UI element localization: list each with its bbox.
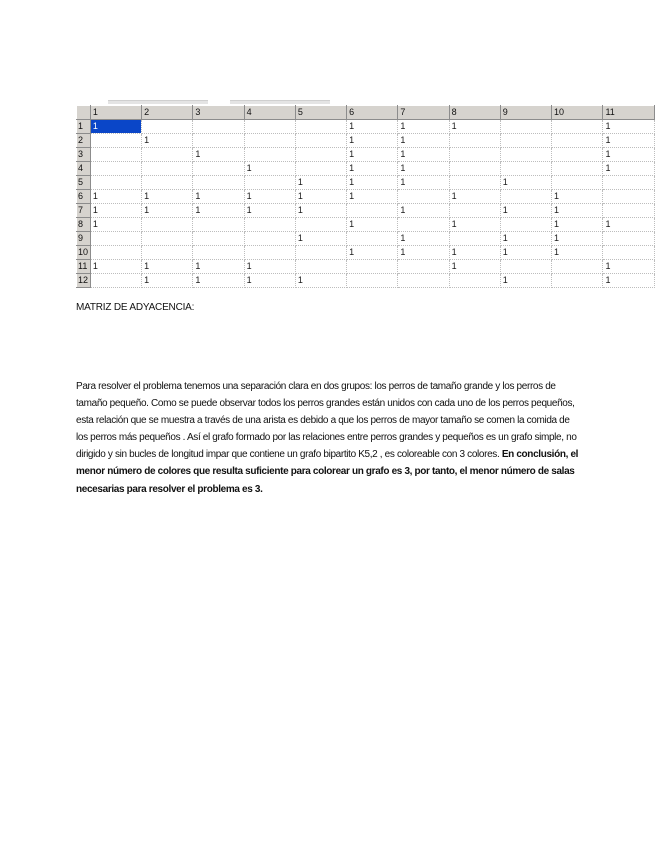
matrix-cell[interactable]: [398, 274, 449, 288]
matrix-cell[interactable]: [552, 120, 603, 134]
matrix-cell[interactable]: 1: [603, 274, 655, 288]
matrix-cell[interactable]: 1: [500, 204, 551, 218]
row-header[interactable]: 4: [77, 162, 91, 176]
matrix-cell[interactable]: 1: [295, 232, 346, 246]
matrix-cell[interactable]: [449, 204, 500, 218]
matrix-cell[interactable]: [347, 204, 398, 218]
matrix-cell[interactable]: 1: [142, 204, 193, 218]
matrix-cell[interactable]: [90, 274, 141, 288]
matrix-cell[interactable]: 1: [295, 190, 346, 204]
matrix-cell[interactable]: [295, 120, 346, 134]
matrix-cell[interactable]: 1: [398, 148, 449, 162]
table-row: [77, 190, 655, 204]
matrix-cell[interactable]: [398, 190, 449, 204]
matrix-cell[interactable]: [193, 232, 244, 246]
matrix-cell[interactable]: 1: [449, 218, 500, 232]
row-header[interactable]: 2: [77, 134, 91, 148]
matrix-cell[interactable]: 1: [347, 120, 398, 134]
row-header[interactable]: 6: [77, 190, 91, 204]
conclusion-paragraph: [76, 378, 581, 498]
matrix-cell[interactable]: 1: [347, 162, 398, 176]
matrix-cell[interactable]: 1: [193, 190, 244, 204]
matrix-cell[interactable]: [142, 232, 193, 246]
matrix-cell[interactable]: 1: [347, 246, 398, 260]
matrix-cell[interactable]: 1: [398, 232, 449, 246]
table-row: [77, 120, 655, 134]
matrix-cell[interactable]: [449, 162, 500, 176]
matrix-cell[interactable]: [90, 232, 141, 246]
row-header[interactable]: 10: [77, 246, 91, 260]
matrix-cell[interactable]: [244, 148, 295, 162]
matrix-cell[interactable]: 1: [142, 190, 193, 204]
matrix-cell[interactable]: [295, 246, 346, 260]
matrix-cell[interactable]: 1: [347, 190, 398, 204]
matrix-cell[interactable]: 1: [398, 176, 449, 190]
matrix-cell[interactable]: [90, 162, 141, 176]
table-row: [77, 274, 655, 288]
matrix-cell[interactable]: [347, 274, 398, 288]
matrix-cell[interactable]: [295, 134, 346, 148]
matrix-cell[interactable]: [347, 260, 398, 274]
matrix-cell[interactable]: 1: [398, 246, 449, 260]
matrix-cell[interactable]: [552, 274, 603, 288]
matrix-cell[interactable]: 1: [244, 162, 295, 176]
matrix-cell[interactable]: [500, 260, 551, 274]
matrix-cell[interactable]: [244, 134, 295, 148]
table-row: [77, 148, 655, 162]
matrix-cell[interactable]: [142, 120, 193, 134]
matrix-cell[interactable]: 1: [347, 148, 398, 162]
matrix-cell[interactable]: [449, 232, 500, 246]
matrix-cell[interactable]: 1: [449, 246, 500, 260]
row-header[interactable]: 9: [77, 232, 91, 246]
matrix-cell[interactable]: 1: [90, 204, 141, 218]
select-all-corner[interactable]: [77, 106, 91, 120]
matrix-cell[interactable]: [500, 120, 551, 134]
matrix-cell[interactable]: [603, 232, 655, 246]
table-row: [77, 232, 655, 246]
matrix-cell[interactable]: 1: [244, 190, 295, 204]
matrix-cell[interactable]: [449, 274, 500, 288]
table-row: [77, 204, 655, 218]
matrix-cell[interactable]: [142, 162, 193, 176]
matrix-cell[interactable]: [552, 176, 603, 190]
row-header[interactable]: 11: [77, 260, 91, 274]
matrix-cell[interactable]: 1: [603, 134, 655, 148]
matrix-cell[interactable]: 1: [244, 274, 295, 288]
column-header[interactable]: 5: [295, 106, 346, 120]
matrix-cell[interactable]: 1: [449, 190, 500, 204]
sheet-tab-strip: [76, 100, 655, 104]
column-header[interactable]: 6: [347, 106, 398, 120]
sheet-tab[interactable]: [108, 100, 208, 104]
matrix-cell[interactable]: 1: [193, 274, 244, 288]
row-header[interactable]: 3: [77, 148, 91, 162]
matrix-cell[interactable]: [552, 162, 603, 176]
sheet-tab[interactable]: [230, 100, 330, 104]
matrix-cell[interactable]: [193, 134, 244, 148]
matrix-cell[interactable]: 1: [398, 204, 449, 218]
table-row: [77, 134, 655, 148]
matrix-cell[interactable]: 1: [552, 246, 603, 260]
matrix-cell[interactable]: [244, 120, 295, 134]
matrix-cell[interactable]: 1: [90, 190, 141, 204]
matrix-cell[interactable]: 1: [193, 260, 244, 274]
column-header[interactable]: 10: [552, 106, 603, 120]
matrix-cell[interactable]: 1: [347, 218, 398, 232]
matrix-cell[interactable]: [500, 162, 551, 176]
adjacency-matrix-table: [76, 105, 655, 288]
matrix-cell[interactable]: 1: [552, 232, 603, 246]
column-header[interactable]: 11: [603, 106, 655, 120]
paragraph-conclusion: En conclusión, el menor número de colores que resulta suficiente para colorear un grafo es 3, por tanto, el menor número de salas necesarias para resolver el problema es 3.: [76, 449, 579, 495]
matrix-cell[interactable]: [603, 190, 655, 204]
matrix-cell[interactable]: [552, 134, 603, 148]
matrix-cell[interactable]: [500, 134, 551, 148]
table-row: [77, 218, 655, 232]
matrix-cell[interactable]: [500, 148, 551, 162]
matrix-cell[interactable]: 1: [603, 148, 655, 162]
matrix-cell[interactable]: 1: [603, 218, 655, 232]
matrix-cell[interactable]: [90, 176, 141, 190]
matrix-cell[interactable]: 1: [500, 232, 551, 246]
column-header[interactable]: 2: [142, 106, 193, 120]
table-row: [77, 260, 655, 274]
matrix-cell[interactable]: 1: [500, 274, 551, 288]
row-header[interactable]: 1: [77, 120, 91, 134]
matrix-cell[interactable]: [295, 162, 346, 176]
column-header[interactable]: 9: [500, 106, 551, 120]
table-row: [77, 246, 655, 260]
matrix-cell[interactable]: [398, 218, 449, 232]
matrix-cell[interactable]: 1: [552, 190, 603, 204]
paragraph-body: Para resolver el problema tenemos una separación clara en dos grupos: los perros de tamaño grande y los perros de tamaño pequeño. Como se puede observar todos los perros grandes están unidos con cada uno de los perros pequeños, esta relación que se muestra a través de una arista es debido a que los perros de mayor tamaño se comen la comida de los perros más pequeños . Así el grafo formado por las relaciones entre perros grandes y pequeños es un grafo simple, no dirigido y sin bucles de longitud impar que contiene un grafo bipartito K5,2 , es coloreable con 3 colores.: [76, 381, 577, 461]
matrix-cell[interactable]: [500, 190, 551, 204]
matrix-cell[interactable]: [295, 148, 346, 162]
matrix-cell[interactable]: 1: [347, 134, 398, 148]
matrix-cell[interactable]: [449, 148, 500, 162]
matrix-cell[interactable]: 1: [449, 120, 500, 134]
row-header[interactable]: 12: [77, 274, 91, 288]
matrix-cell[interactable]: [552, 148, 603, 162]
matrix-cell[interactable]: [347, 232, 398, 246]
matrix-cell[interactable]: 1: [90, 218, 141, 232]
row-header[interactable]: 7: [77, 204, 91, 218]
column-header-row: [77, 106, 655, 120]
matrix-cell[interactable]: 1: [90, 260, 141, 274]
matrix-cell[interactable]: [142, 218, 193, 232]
matrix-cell[interactable]: [244, 232, 295, 246]
matrix-cell[interactable]: 1: [142, 134, 193, 148]
matrix-cell[interactable]: [449, 176, 500, 190]
matrix-cell[interactable]: [449, 134, 500, 148]
matrix-cell[interactable]: [500, 218, 551, 232]
column-header[interactable]: 4: [244, 106, 295, 120]
matrix-cell[interactable]: [193, 120, 244, 134]
matrix-cell[interactable]: 1: [603, 162, 655, 176]
matrix-cell[interactable]: 1: [142, 260, 193, 274]
matrix-cell[interactable]: 1: [449, 260, 500, 274]
matrix-cell[interactable]: [193, 246, 244, 260]
matrix-cell[interactable]: [295, 260, 346, 274]
matrix-cell[interactable]: 1: [295, 176, 346, 190]
column-header[interactable]: 7: [398, 106, 449, 120]
matrix-cell[interactable]: [244, 218, 295, 232]
matrix-cell[interactable]: [603, 176, 655, 190]
matrix-cell[interactable]: 1: [398, 134, 449, 148]
matrix-cell[interactable]: [193, 176, 244, 190]
matrix-cell[interactable]: [193, 162, 244, 176]
matrix-cell[interactable]: [244, 246, 295, 260]
matrix-cell[interactable]: 1: [90, 120, 141, 134]
matrix-cell[interactable]: 1: [142, 274, 193, 288]
column-header[interactable]: 1: [90, 106, 141, 120]
column-header[interactable]: 3: [193, 106, 244, 120]
matrix-cell[interactable]: [295, 218, 346, 232]
matrix-cell[interactable]: 1: [295, 274, 346, 288]
matrix-cell[interactable]: [552, 260, 603, 274]
matrix-cell[interactable]: 1: [603, 260, 655, 274]
matrix-cell[interactable]: 1: [193, 204, 244, 218]
matrix-cell[interactable]: [90, 134, 141, 148]
table-row: [77, 162, 655, 176]
matrix-cell[interactable]: [142, 246, 193, 260]
matrix-cell[interactable]: [193, 218, 244, 232]
matrix-cell[interactable]: 1: [398, 120, 449, 134]
matrix-cell[interactable]: 1: [500, 176, 551, 190]
matrix-cell[interactable]: 1: [552, 204, 603, 218]
matrix-cell[interactable]: 1: [244, 204, 295, 218]
table-row: [77, 176, 655, 190]
matrix-cell[interactable]: [142, 148, 193, 162]
matrix-cell[interactable]: [398, 260, 449, 274]
matrix-cell[interactable]: [603, 246, 655, 260]
matrix-cell[interactable]: [603, 204, 655, 218]
matrix-cell[interactable]: [244, 176, 295, 190]
matrix-cell[interactable]: 1: [347, 176, 398, 190]
matrix-cell[interactable]: 1: [398, 162, 449, 176]
matrix-cell[interactable]: 1: [295, 204, 346, 218]
matrix-cell[interactable]: 1: [500, 246, 551, 260]
row-header[interactable]: 8: [77, 218, 91, 232]
column-header[interactable]: 8: [449, 106, 500, 120]
spreadsheet-grid: [76, 105, 655, 297]
matrix-caption: MATRIZ DE ADYACENCIA:: [76, 302, 195, 313]
matrix-cell[interactable]: 1: [603, 120, 655, 134]
matrix-cell[interactable]: [142, 176, 193, 190]
matrix-cell[interactable]: 1: [552, 218, 603, 232]
matrix-cell[interactable]: [90, 246, 141, 260]
row-header[interactable]: 5: [77, 176, 91, 190]
matrix-cell[interactable]: 1: [244, 260, 295, 274]
matrix-cell[interactable]: 1: [193, 148, 244, 162]
matrix-cell[interactable]: [90, 148, 141, 162]
